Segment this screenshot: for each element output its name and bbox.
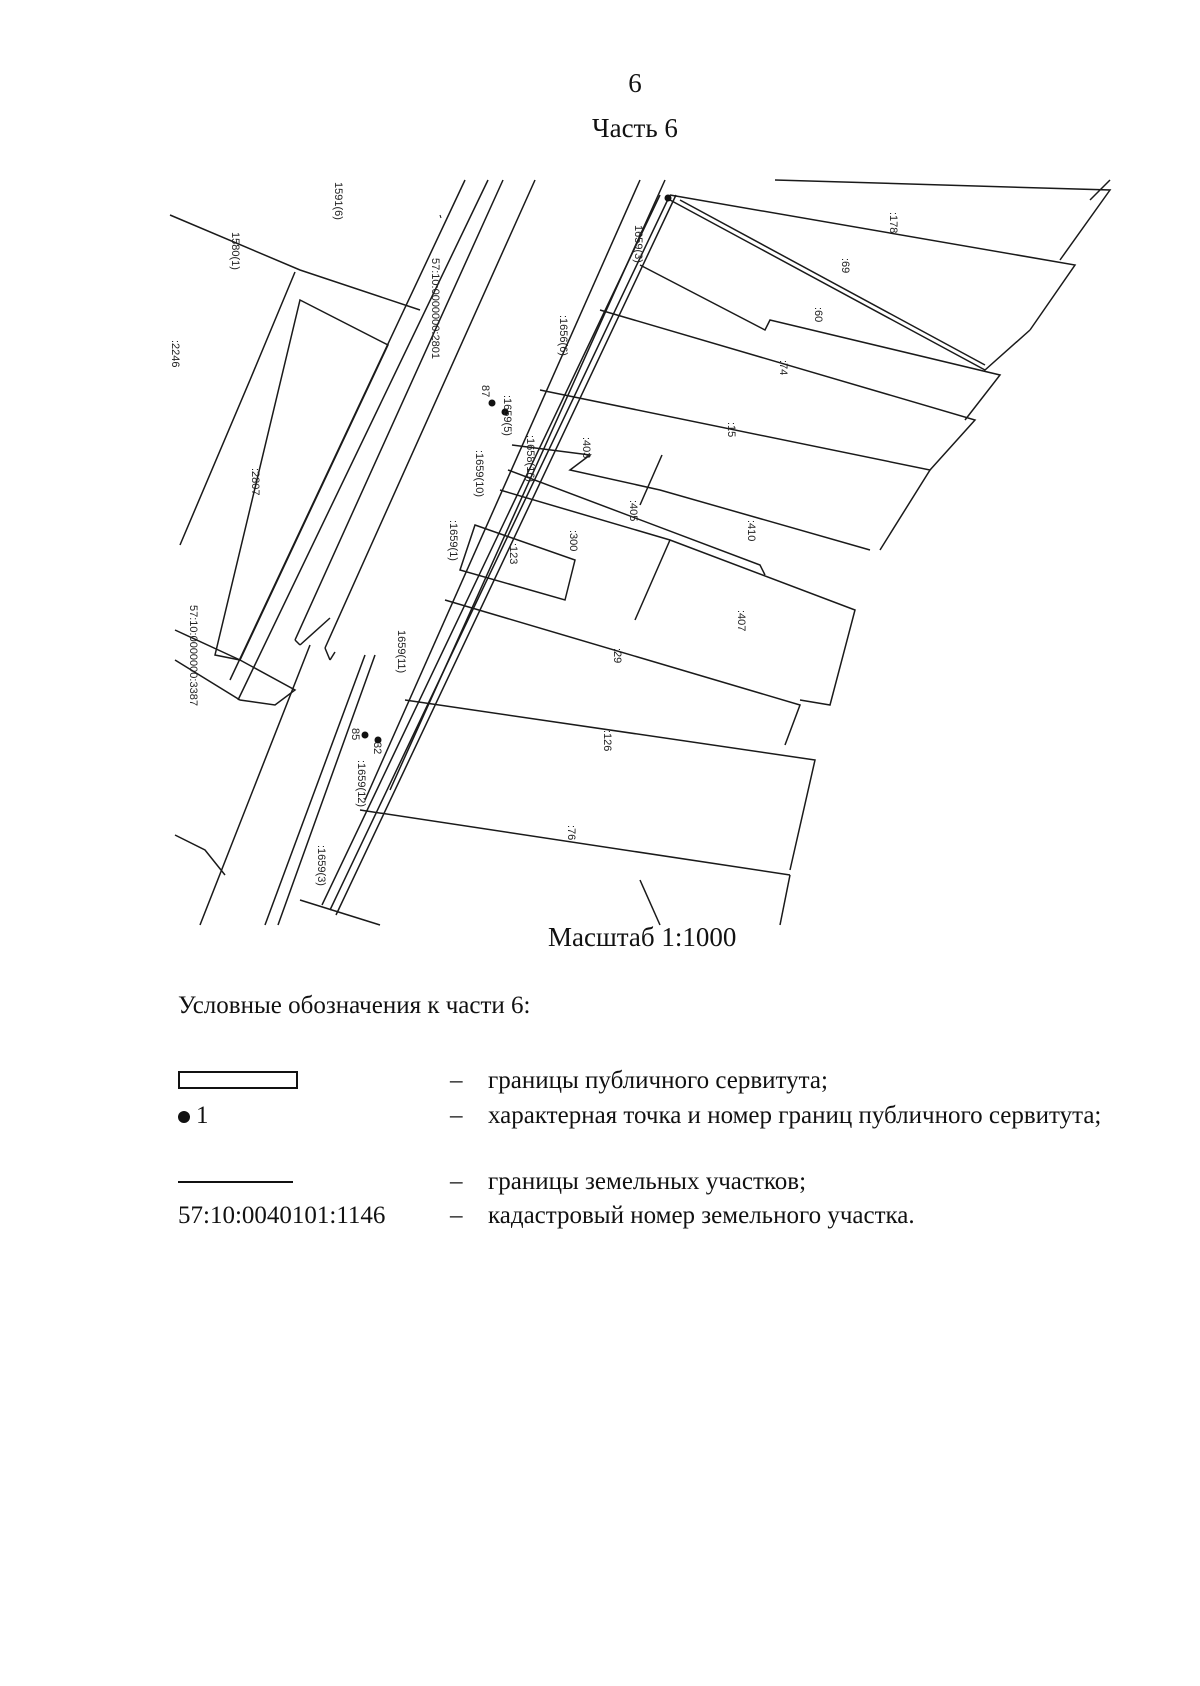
servitude-points — [362, 195, 672, 744]
label-29: :29 — [611, 648, 623, 664]
label-1656: :1656(6) — [557, 315, 569, 356]
label-126: :126 — [601, 730, 613, 752]
mark-dot-1 — [440, 215, 441, 218]
point-symbol-icon — [178, 1111, 190, 1123]
label-60: :60 — [812, 307, 824, 323]
point-marker — [665, 195, 672, 202]
parcel-405 — [508, 470, 765, 575]
servitude-line-3 — [322, 195, 660, 905]
label-403: :403 — [580, 437, 592, 459]
label-point-32: 32 — [371, 742, 383, 755]
label-1659-10: :1659(10) — [473, 450, 485, 498]
label-1659-3-top: 1659(3) — [632, 225, 644, 263]
road-edge-left-2 — [238, 180, 488, 700]
label-300: :300 — [567, 530, 579, 552]
label-2246: :2246 — [169, 340, 181, 368]
road-joint-4 — [325, 648, 330, 660]
parcel-126 — [405, 700, 815, 870]
parcel-15 — [540, 390, 930, 550]
parcel-60 — [640, 265, 1000, 420]
label-1659-1: :1659(1) — [447, 520, 459, 561]
label-178: :178 — [887, 212, 899, 234]
road-joint-3 — [295, 640, 300, 645]
label-1659-5: :1659(5) — [501, 395, 513, 436]
label-405: :405 — [627, 500, 639, 522]
map-labels — [169, 182, 899, 886]
parcel-76-right — [780, 875, 790, 925]
road-joint — [330, 652, 335, 660]
label-3387: 57:10:0000000:3387 — [187, 605, 199, 706]
parcel-border-symbol — [178, 1181, 293, 1183]
page-number: 6 — [628, 68, 642, 98]
legend-text: кадастровый номер земельного участка. — [488, 1202, 915, 1229]
parcel-178-top — [775, 180, 1110, 260]
legend-title: Условные обозначения к части 6: — [178, 992, 531, 1019]
parcel-76-bottom — [640, 880, 660, 925]
label-407: :407 — [735, 610, 747, 632]
legend-text: границы земельных участков; — [488, 1168, 807, 1195]
label-1659-3-bottom: :1659(3) — [315, 845, 327, 886]
right-parcels — [300, 180, 1110, 925]
legend-text: характерная точка и номер границ публичного сервитута; — [488, 1102, 1102, 1129]
point-number-symbol: 1 — [196, 1102, 209, 1129]
map-scale: Масштаб 1:1000 — [548, 922, 737, 952]
left-parcels — [170, 215, 441, 875]
servitude-border-symbol — [178, 1071, 298, 1089]
label-69: :69 — [839, 258, 851, 274]
parcel-2807 — [215, 300, 388, 660]
label-1659-11: 1659(11) — [395, 630, 407, 674]
parcel-410 — [500, 490, 855, 705]
parcel-69-inner — [680, 200, 985, 365]
servitude-line-2 — [336, 195, 676, 915]
parcel-76-top — [360, 810, 790, 875]
label-1658: :1658(16) — [524, 435, 536, 483]
label-point-85: 85 — [349, 728, 361, 741]
road-joint-2 — [300, 618, 330, 645]
cadastral-number-symbol: 57:10:0040101:1146 — [178, 1202, 386, 1229]
label-point-87: 87 — [479, 385, 491, 398]
point-marker-87 — [489, 400, 496, 407]
label-1580: 1580(1) — [229, 232, 241, 270]
part-title: Часть 6 — [592, 113, 678, 143]
parcel-bottom-left — [300, 900, 380, 925]
road-edge-left-3 — [295, 180, 503, 640]
label-74: :74 — [777, 360, 789, 376]
legend-text: границы публичного сервитута; — [488, 1067, 828, 1094]
parcel-boundary-1580 — [170, 215, 420, 310]
label-2801: 57:10:0000000:2801 — [429, 258, 441, 359]
label-1659-12: :1659(12) — [355, 760, 367, 808]
parcel-300-split — [635, 540, 670, 620]
label-76: :76 — [565, 825, 577, 841]
label-2807: :2807 — [249, 468, 261, 496]
parcel-boundary-lower — [175, 835, 225, 875]
parcel-403 — [512, 445, 870, 550]
label-410: :410 — [745, 520, 757, 542]
point-marker-85 — [362, 732, 369, 739]
label-123: :123 — [507, 543, 519, 565]
label-15: :15 — [725, 422, 737, 438]
parcel-403-split — [640, 455, 662, 505]
servitude-line-1 — [330, 195, 670, 910]
parcel-boundary-2246 — [180, 272, 295, 545]
label-1591: 1591(6) — [332, 182, 344, 220]
